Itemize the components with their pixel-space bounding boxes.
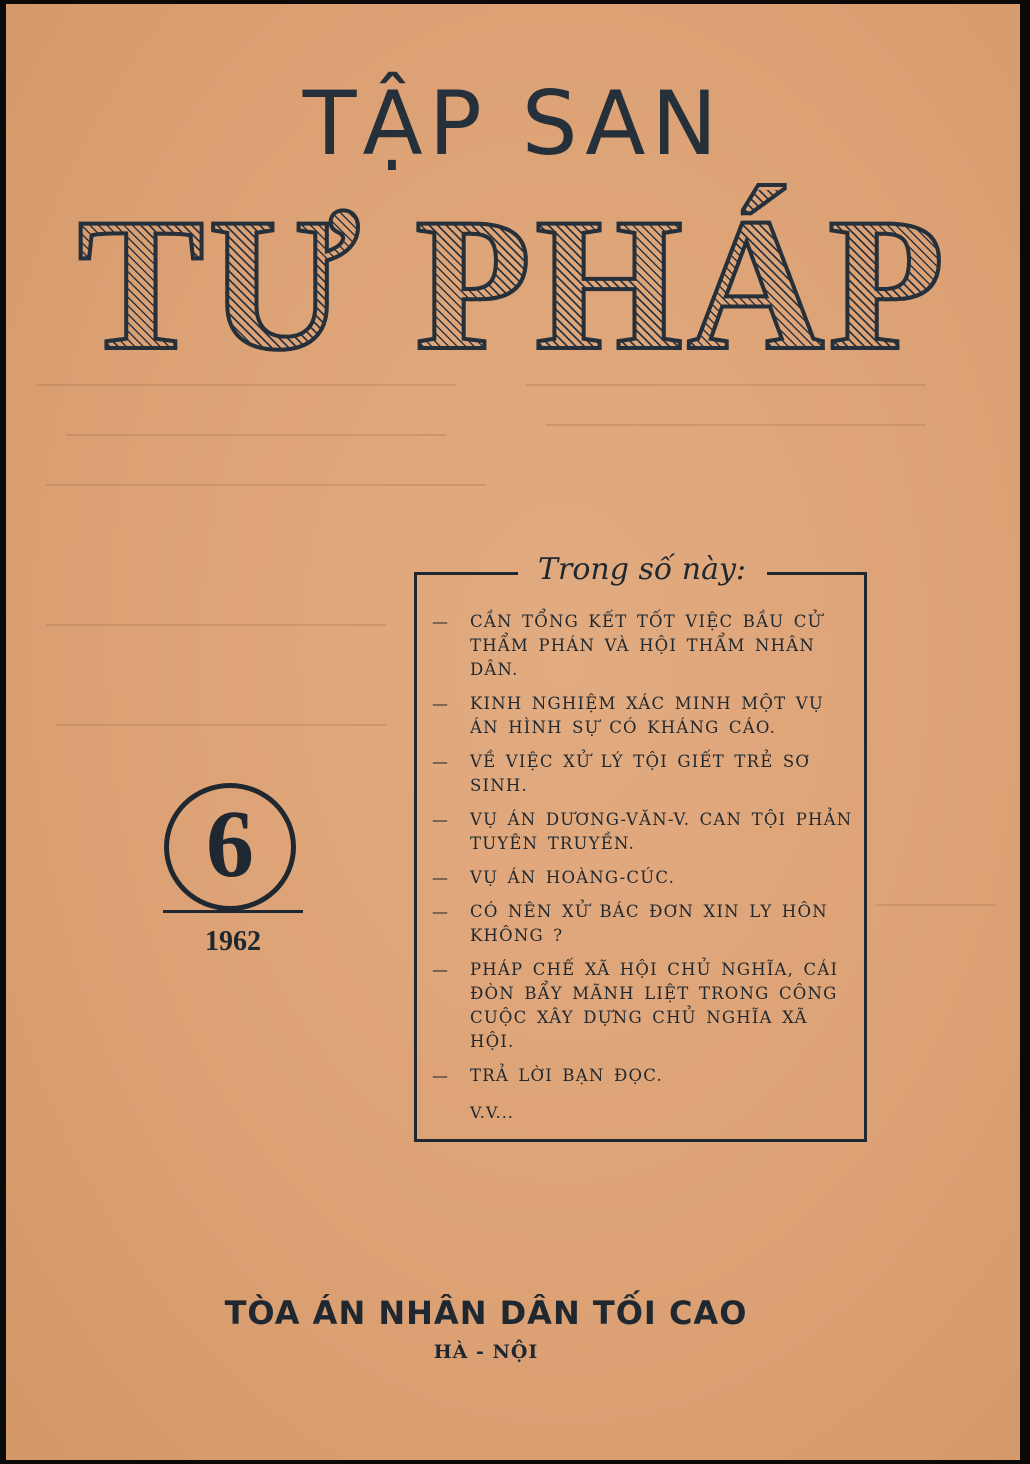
publisher-city: HÀ - NỘI [433,1341,539,1363]
contents-heading: Trong số này: [537,552,747,587]
contents-box-top-rule [414,572,518,575]
list-dash: — [432,694,450,713]
contents-item [430,750,854,798]
contents-item-text: TRẢ LỜI BẠN ĐỌC. [470,1066,663,1085]
publisher-name: TÒA ÁN NHÂN DÂN TỐI CAO [224,1294,748,1332]
contents-item-text: KINH NGHIỆM XÁC MINH MỘT VỤ ÁN HÌNH SỰ CÓ KHÁNG CÁO. [470,694,824,737]
list-dash: — [432,612,450,631]
contents-item [430,866,854,890]
contents-item [430,610,854,682]
contents-item [430,958,854,1054]
bleed-through-line [46,624,386,626]
contents-box-top-rule [767,572,867,575]
contents-item-text: VỀ VIỆC XỬ LÝ TỘI GIẾT TRẺ SƠ SINH. [470,752,811,795]
contents-item [430,1064,854,1088]
bleed-through-line [876,904,996,906]
magazine-cover [6,4,1020,1460]
masthead-top-title: TẬP SAN [302,72,724,175]
list-dash: — [432,1066,450,1085]
list-dash: — [432,752,450,771]
contents-item [430,808,854,856]
issue-divider [163,910,303,913]
list-dash: — [432,902,450,921]
list-dash: — [432,868,450,887]
contents-item-text: CÓ NÊN XỬ BÁC ĐƠN XIN LY HÔN KHÔNG ? [470,902,828,945]
contents-list [430,610,854,1098]
masthead-main-title: TƯ PHÁP [6,190,1020,380]
list-dash: — [432,810,450,829]
contents-etc: V.V... [470,1103,514,1122]
bleed-through-line [46,484,486,486]
issue-year: 1962 [205,926,261,957]
bleed-through-line [546,424,926,426]
list-dash: — [432,960,450,979]
contents-item-text: VỤ ÁN HOÀNG-CÚC. [470,868,676,887]
contents-item-text: PHÁP CHẾ XÃ HỘI CHỦ NGHĨA, CÁI ĐÒN BẨY MÃNH LIỆT TRONG CÔNG CUỘC XÂY DỰNG CHỦ NGHĨA XÃ HỘI. [470,960,839,1051]
contents-item [430,900,854,948]
bleed-through-line [66,434,446,436]
issue-number: 6 [206,790,254,897]
issue-number-badge [164,783,296,911]
contents-item-text: CẦN TỔNG KẾT TỐT VIỆC BẦU CỬ THẨM PHÁN VÀ HỘI THẨM NHÂN DÂN. [470,612,823,679]
contents-item-text: VỤ ÁN DƯƠNG-VĂN-V. CAN TỘI PHẢN TUYÊN TRUYỀN. [470,810,853,853]
bleed-through-line [56,724,386,726]
contents-item [430,692,854,740]
